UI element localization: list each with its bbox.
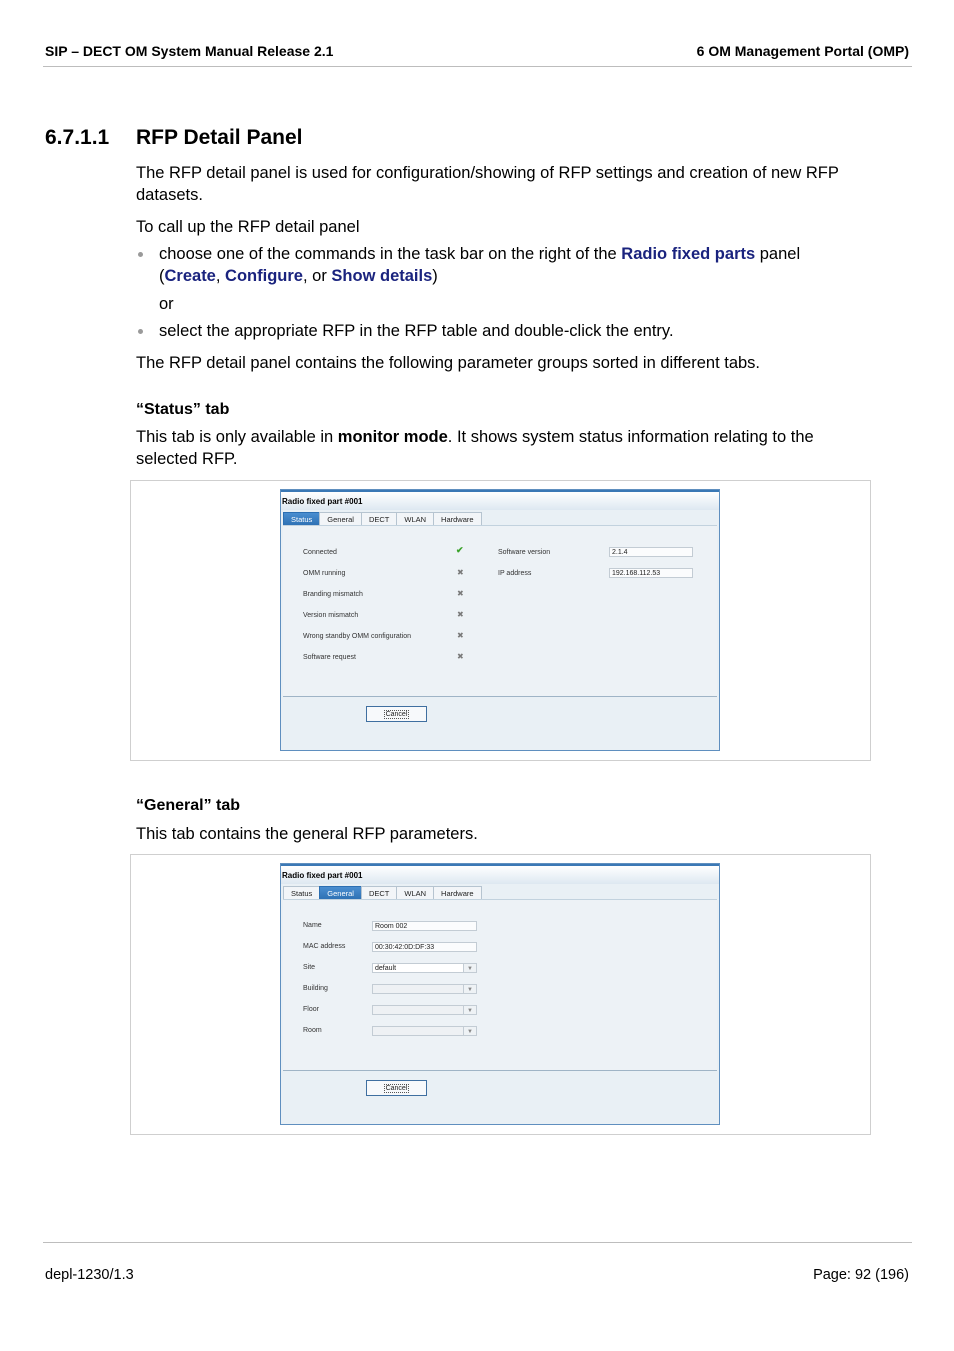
rfp-detail-dialog-general bbox=[280, 863, 720, 1125]
general-tab-heading: “General” tab bbox=[136, 797, 241, 814]
dialog-title: Radio fixed part #001 bbox=[281, 490, 719, 510]
floor-label: Floor bbox=[303, 1006, 319, 1013]
tab-general[interactable]: General bbox=[319, 886, 362, 900]
ip-address-field: 192.168.112.53 bbox=[609, 568, 693, 578]
general-panel-body bbox=[283, 899, 717, 1071]
software-version-label: Software version bbox=[498, 549, 551, 556]
room-select[interactable] bbox=[372, 1026, 477, 1036]
tab-hardware[interactable]: Hardware bbox=[433, 886, 482, 900]
chevron-down-icon[interactable]: ▼ bbox=[463, 1006, 476, 1014]
chevron-down-icon[interactable]: ▼ bbox=[463, 985, 476, 993]
cancel-label: Cancel bbox=[385, 1085, 408, 1092]
status-label-branding: Branding mismatch bbox=[303, 591, 363, 598]
chevron-down-icon[interactable]: ▼ bbox=[463, 964, 476, 972]
bullet-item-2: select the appropriate RFP in the RFP table and double-click the entry. bbox=[159, 322, 674, 340]
ip-address-label: IP address bbox=[498, 570, 532, 577]
intro-paragraph: The RFP detail panel is used for configuration/showing of RFP settings and creation of new RFP datasets. bbox=[136, 164, 839, 204]
status-tab-heading: “Status” tab bbox=[136, 401, 230, 418]
tab-status[interactable]: Status bbox=[283, 512, 320, 526]
para-text: This tab is only available in bbox=[136, 428, 338, 446]
bullet-text: panel ( bbox=[159, 245, 801, 285]
software-version-field: 2.1.4 bbox=[609, 547, 693, 557]
link-create[interactable]: Create bbox=[164, 267, 216, 285]
or-text: or bbox=[159, 295, 174, 313]
para-text: . It shows system status information relating to the selected RFP. bbox=[136, 428, 814, 468]
cross-icon: ✖ bbox=[457, 568, 464, 577]
tab-dect[interactable]: DECT bbox=[361, 512, 397, 526]
floor-select[interactable] bbox=[372, 1005, 477, 1015]
section-number: 6.7.1.1 bbox=[45, 126, 110, 149]
building-select[interactable] bbox=[372, 984, 477, 994]
tab-hardware[interactable]: Hardware bbox=[433, 512, 482, 526]
cross-icon: ✖ bbox=[457, 610, 464, 619]
header-rule bbox=[43, 66, 912, 67]
doc-id: depl-1230/1.3 bbox=[45, 1267, 134, 1283]
site-label: Site bbox=[303, 964, 316, 971]
status-label-standby: Wrong standby OMM configuration bbox=[303, 633, 412, 640]
rfp-detail-dialog-status bbox=[280, 489, 720, 751]
status-panel-body bbox=[283, 525, 717, 697]
name-label: Name bbox=[303, 922, 322, 929]
room-label: Room bbox=[303, 1027, 322, 1034]
doc-header-chapter: 6 OM Management Portal (OMP) bbox=[696, 43, 909, 59]
bullet-text: , bbox=[215, 267, 226, 285]
bullet-text: choose one of the commands in the task bar on the right of the bbox=[159, 245, 622, 263]
dialog-title: Radio fixed part #001 bbox=[281, 864, 719, 884]
call-up-paragraph: To call up the RFP detail panel bbox=[136, 218, 360, 236]
mac-address-label: MAC address bbox=[303, 943, 346, 950]
cross-icon: ✖ bbox=[457, 589, 464, 598]
status-label-software-request: Software request bbox=[303, 654, 356, 661]
doc-header-title: SIP – DECT OM System Manual Release 2.1 bbox=[45, 43, 334, 59]
mac-address-input[interactable]: 00:30:42:0D:DF:33 bbox=[372, 942, 477, 952]
status-label-connected: Connected bbox=[303, 549, 337, 556]
tab-status[interactable]: Status bbox=[283, 886, 320, 900]
tabs-paragraph: The RFP detail panel contains the following parameter groups sorted in different tabs. bbox=[136, 354, 761, 372]
tab-wlan[interactable]: WLAN bbox=[396, 886, 434, 900]
bullet-text: , or bbox=[302, 267, 332, 285]
bullet-item-1 bbox=[159, 243, 859, 287]
tab-dect[interactable]: DECT bbox=[361, 886, 397, 900]
cancel-label: Cancel bbox=[385, 711, 408, 718]
cancel-button[interactable] bbox=[366, 706, 427, 722]
link-configure[interactable]: Configure bbox=[225, 267, 303, 285]
section-title: RFP Detail Panel bbox=[136, 126, 303, 149]
status-tab-paragraph bbox=[136, 426, 876, 470]
dialog-tabs bbox=[283, 512, 481, 525]
link-show-details[interactable]: Show details bbox=[331, 267, 433, 285]
cross-icon: ✖ bbox=[457, 652, 464, 661]
status-label-version: Version mismatch bbox=[303, 612, 359, 619]
bullet-dot bbox=[138, 329, 143, 334]
bullet-dot bbox=[138, 252, 143, 257]
tab-wlan[interactable]: WLAN bbox=[396, 512, 434, 526]
chevron-down-icon[interactable]: ▼ bbox=[463, 1027, 476, 1035]
section-heading bbox=[45, 126, 303, 150]
building-label: Building bbox=[303, 985, 328, 992]
site-select[interactable] bbox=[372, 963, 477, 973]
tab-general[interactable]: General bbox=[319, 512, 362, 526]
check-icon: ✔ bbox=[456, 545, 464, 555]
status-screenshot-frame bbox=[130, 480, 871, 761]
general-tab-paragraph: This tab contains the general RFP parameters. bbox=[136, 825, 478, 843]
name-input[interactable]: Room 002 bbox=[372, 921, 477, 931]
dialog-tabs bbox=[283, 886, 481, 899]
link-radio-fixed-parts[interactable]: Radio fixed parts bbox=[621, 245, 756, 263]
general-screenshot-frame bbox=[130, 854, 871, 1135]
cross-icon: ✖ bbox=[457, 631, 464, 640]
monitor-mode-text: monitor mode bbox=[337, 428, 448, 446]
page-number: Page: 92 (196) bbox=[813, 1267, 909, 1283]
status-label-omm-running: OMM running bbox=[303, 570, 346, 577]
bullet-text: ) bbox=[432, 267, 438, 285]
footer-rule bbox=[43, 1242, 912, 1243]
cancel-button[interactable] bbox=[366, 1080, 427, 1096]
site-value: default bbox=[375, 965, 397, 972]
